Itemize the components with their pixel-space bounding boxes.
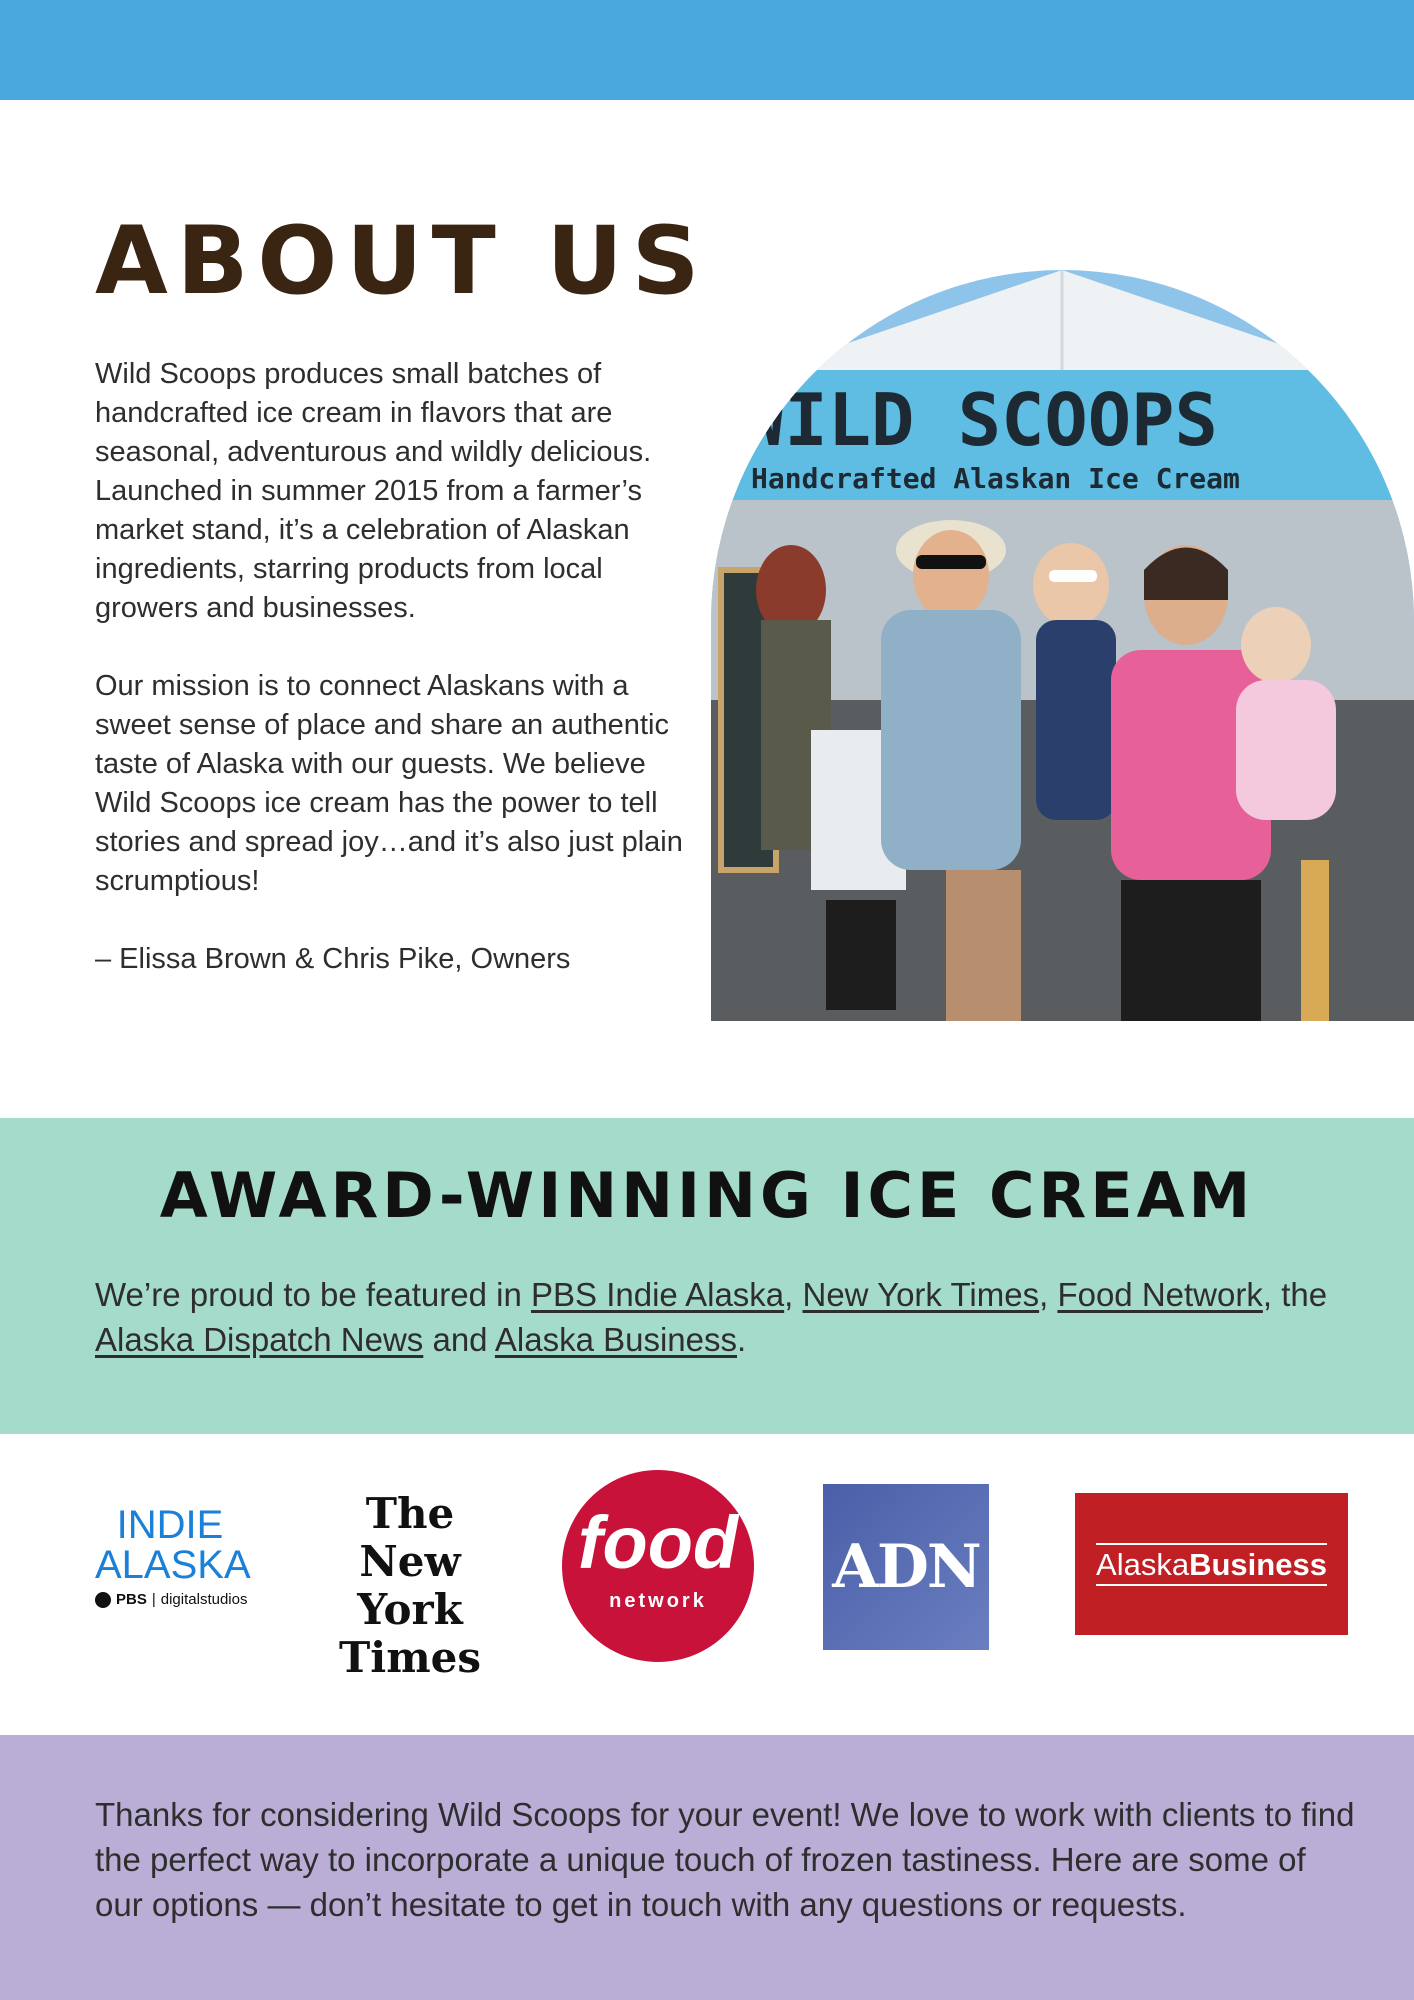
food-network-logo [562,1470,754,1662]
top-color-bar [0,0,1414,100]
about-paragraph-1: Wild Scoops produces small batches of handcrafted ice cream in flavors that are seasonal, adventurous and wildly delicious. Launched in summer 2015 from a farmer’s market stand, it’s a celebration of Alaskan ingredients, starring products from local growers and businesses. [95,358,652,624]
nyt-logo-line-1: The [365,1489,455,1538]
ab-logo-light: Alaska [1096,1546,1190,1582]
indie-logo-pbs: PBS [116,1591,147,1608]
about-title: ABOUT US [95,207,709,316]
indie-logo-line-2: ALASKA [95,1543,251,1587]
indie-logo-sub [95,1591,265,1608]
indie-logo-divider: | [151,1591,156,1608]
indie-alaska-logo [95,1505,265,1625]
award-sep: , [1039,1276,1058,1313]
food-logo-word: food [577,1501,739,1584]
link-alaska-business[interactable]: Alaska Business [494,1321,737,1358]
award-title: AWARD-WINNING ICE CREAM [159,1159,1255,1232]
link-food-network[interactable]: Food Network [1057,1276,1263,1313]
award-sep: and [423,1321,495,1358]
nyt-logo-line-2: New York [357,1537,463,1634]
adn-logo: ADN [823,1484,989,1650]
award-text [95,1272,1335,1362]
banner-subtitle: Handcrafted Alaskan Ice Cream [751,462,1240,495]
nyt-logo [315,1489,505,1682]
about-body [95,355,685,1018]
about-signature: – Elissa Brown & Chris Pike, Owners [95,943,571,975]
indie-logo-line-1: INDIE [116,1503,224,1547]
link-alaska-dispatch-news[interactable]: Alaska Dispatch News [95,1321,424,1358]
award-end: . [737,1321,747,1358]
ab-logo-bold: Business [1189,1546,1327,1582]
award-intro: We’re proud to be featured in [95,1276,531,1313]
footer-text: Thanks for considering Wild Scoops for your event! We love to work with clients to find the perfect way to incorporate a unique touch of frozen tastiness. Here are some of our options — don’t hesitate to get in touch with any questions or requests. [95,1796,1355,1923]
award-sep: , [784,1276,803,1313]
ab-logo-text [1096,1543,1327,1586]
food-logo-sub: network [609,1590,707,1612]
about-paragraph-2: Our mission is to connect Alaskans with a sweet sense of place and share an authentic taste of Alaska with our guests. We believe Wild Scoops ice cream has the power to tell stories and spread joy…and it’s also just plain scrumptious! [95,670,683,897]
nyt-logo-line-3: Times [338,1633,482,1682]
indie-logo-digital: digitalstudios [160,1591,248,1608]
alaska-business-logo [1075,1493,1348,1635]
link-new-york-times[interactable]: New York Times [802,1276,1040,1313]
award-sep: , the [1262,1276,1328,1313]
pbs-icon [95,1592,111,1608]
owners-photo [711,270,1414,1021]
banner-title: WILD SCOOPS [741,378,1218,462]
link-pbs-indie-alaska[interactable]: PBS Indie Alaska [531,1276,785,1313]
